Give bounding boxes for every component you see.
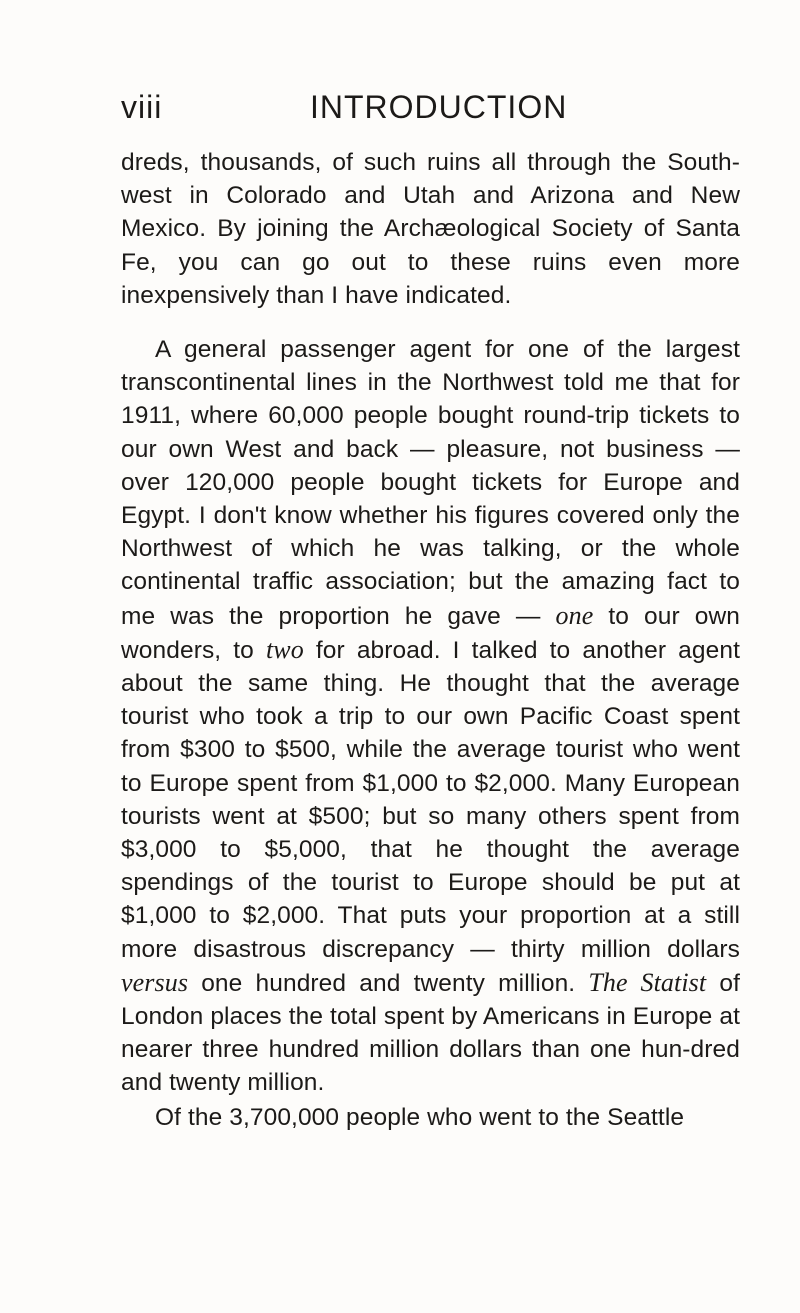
body-text: [121, 146, 740, 1134]
paragraph-2-part-a: A general passenger agent for one of the largest transcontinental lines in the Northwest told me that for 1911, where 60,000 people bought round-trip tickets to our own West and back — pleasure, not business — over 120,000 people bought tickets for Europe and Egypt. I don't know whether his figures covered only the Northwest of which he was talking, or the whole continental traffic association; but the amazing fact to me was the proportion he gave —: [121, 336, 740, 630]
emphasis-one: one: [555, 600, 594, 630]
paragraph-2-part-d: one hundred and twenty million.: [188, 969, 589, 997]
paragraph-3: Of the 3,700,000 people who went to the Seattle: [155, 1103, 685, 1131]
paragraph-2: [121, 333, 740, 1100]
emphasis-two: two: [265, 634, 304, 664]
running-head: [121, 80, 740, 134]
running-head-title: INTRODUCTION: [310, 89, 568, 125]
page-number: viii: [121, 89, 163, 125]
paragraph-2-part-c: for abroad. I talked to another agent about the same thing. He thought that the average tourist who took a trip to our own Pacific Coast spent from $300 to $500, while the average tourist who went to Europe spent from $1,000 to $2,000. Many European tourists went at $500; but so many others spent from $3,000 to $5,000, that he thought the average spendings of the tourist to Europe should be put at $1,000 to $2,000. That puts your proportion at a still more disastrous discrepancy — thirty million dollars: [121, 636, 740, 963]
book-page: [121, 80, 740, 1134]
paragraph-2-part-b: to our own wonders, to: [121, 602, 740, 664]
paragraph-1: dreds, thousands, of such ruins all through the South-west in Colorado and Utah and Arizona and New Mexico. By joining the Archæological Society of Santa Fe, you can go out to these ruins even more inexpensively than I have indicated.: [121, 149, 740, 309]
paragraph-2-part-e: of London places the total spent by Americans in Europe at nearer three hundred million dollars than one hun-dred and twenty million.: [121, 969, 740, 1097]
publication-title: The Statist: [588, 967, 707, 997]
emphasis-versus: versus: [121, 967, 189, 997]
